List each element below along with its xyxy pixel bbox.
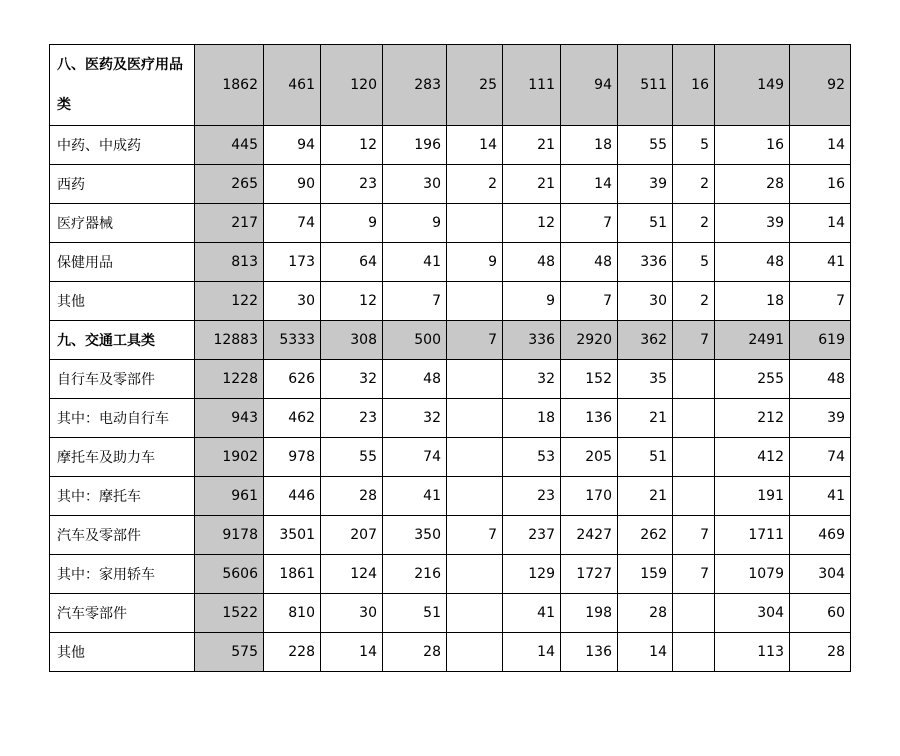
value-cell: 304: [715, 594, 790, 633]
value-cell: 7: [673, 321, 715, 360]
table-body: [50, 45, 851, 672]
value-cell: 461: [264, 45, 321, 126]
value-cell: [447, 360, 503, 399]
table-row: [50, 555, 851, 594]
total-cell: 813: [195, 243, 264, 282]
value-cell: 237: [503, 516, 561, 555]
value-cell: 23: [321, 165, 383, 204]
row-label-text: 九、交通工具类: [57, 333, 155, 349]
value-cell: 1727: [561, 555, 618, 594]
value-cell: [673, 399, 715, 438]
value-cell: 124: [321, 555, 383, 594]
value-cell: 32: [383, 399, 447, 438]
value-cell: 469: [790, 516, 851, 555]
value-cell: 30: [264, 282, 321, 321]
row-label-text: 摩托车及助力车: [57, 450, 155, 466]
row-label: [50, 243, 195, 282]
value-cell: 21: [618, 399, 673, 438]
total-cell: 265: [195, 165, 264, 204]
value-cell: 7: [447, 321, 503, 360]
value-cell: [673, 360, 715, 399]
value-cell: 205: [561, 438, 618, 477]
value-cell: 283: [383, 45, 447, 126]
value-cell: 5: [673, 243, 715, 282]
total-cell: 217: [195, 204, 264, 243]
value-cell: 810: [264, 594, 321, 633]
value-cell: 196: [383, 126, 447, 165]
value-cell: 308: [321, 321, 383, 360]
total-cell: 9178: [195, 516, 264, 555]
value-cell: 60: [790, 594, 851, 633]
value-cell: 619: [790, 321, 851, 360]
category-row: [50, 321, 851, 360]
total-cell: 12883: [195, 321, 264, 360]
table-row: [50, 399, 851, 438]
value-cell: [447, 282, 503, 321]
row-label: [50, 516, 195, 555]
value-cell: 7: [447, 516, 503, 555]
table-row: [50, 126, 851, 165]
value-cell: 446: [264, 477, 321, 516]
value-cell: 136: [561, 633, 618, 672]
value-cell: 198: [561, 594, 618, 633]
value-cell: 16: [673, 45, 715, 126]
value-cell: 500: [383, 321, 447, 360]
value-cell: 173: [264, 243, 321, 282]
value-cell: 7: [790, 282, 851, 321]
value-cell: 212: [715, 399, 790, 438]
value-cell: 39: [618, 165, 673, 204]
value-cell: 21: [618, 477, 673, 516]
value-cell: 191: [715, 477, 790, 516]
value-cell: 41: [383, 477, 447, 516]
value-cell: 28: [321, 477, 383, 516]
value-cell: 336: [618, 243, 673, 282]
value-cell: 48: [790, 360, 851, 399]
value-cell: 41: [790, 243, 851, 282]
value-cell: 228: [264, 633, 321, 672]
value-cell: 30: [383, 165, 447, 204]
value-cell: 412: [715, 438, 790, 477]
value-cell: 7: [561, 282, 618, 321]
value-cell: 21: [503, 165, 561, 204]
value-cell: 28: [618, 594, 673, 633]
value-cell: 304: [790, 555, 851, 594]
category-row: [50, 45, 851, 126]
value-cell: 462: [264, 399, 321, 438]
value-cell: 25: [447, 45, 503, 126]
value-cell: [673, 594, 715, 633]
value-cell: 23: [321, 399, 383, 438]
value-cell: 23: [503, 477, 561, 516]
value-cell: 55: [618, 126, 673, 165]
row-label: [50, 204, 195, 243]
value-cell: 48: [503, 243, 561, 282]
value-cell: 48: [383, 360, 447, 399]
value-cell: 41: [383, 243, 447, 282]
row-label: [50, 477, 195, 516]
value-cell: 30: [321, 594, 383, 633]
value-cell: 111: [503, 45, 561, 126]
value-cell: 5333: [264, 321, 321, 360]
value-cell: 12: [321, 126, 383, 165]
statistics-table: [49, 44, 851, 672]
value-cell: 7: [561, 204, 618, 243]
total-cell: 1228: [195, 360, 264, 399]
value-cell: [673, 438, 715, 477]
value-cell: 14: [618, 633, 673, 672]
table-row: [50, 594, 851, 633]
value-cell: 39: [790, 399, 851, 438]
value-cell: 207: [321, 516, 383, 555]
value-cell: 74: [383, 438, 447, 477]
row-label-text: 保健用品: [57, 255, 113, 271]
value-cell: [673, 633, 715, 672]
row-label: [50, 45, 195, 126]
row-label: [50, 555, 195, 594]
value-cell: 113: [715, 633, 790, 672]
value-cell: 48: [561, 243, 618, 282]
value-cell: 120: [321, 45, 383, 126]
value-cell: 74: [264, 204, 321, 243]
row-label: [50, 126, 195, 165]
value-cell: 14: [503, 633, 561, 672]
value-cell: 14: [790, 126, 851, 165]
value-cell: 7: [673, 555, 715, 594]
value-cell: 28: [715, 165, 790, 204]
value-cell: 74: [790, 438, 851, 477]
row-label-text: 其他: [57, 294, 85, 310]
value-cell: [447, 555, 503, 594]
value-cell: 159: [618, 555, 673, 594]
value-cell: 9: [321, 204, 383, 243]
table-row: [50, 360, 851, 399]
total-cell: 5606: [195, 555, 264, 594]
table-row: [50, 243, 851, 282]
value-cell: 51: [618, 204, 673, 243]
row-label-text: 自行车及零部件: [57, 372, 155, 388]
value-cell: 12: [503, 204, 561, 243]
value-cell: 129: [503, 555, 561, 594]
table-row: [50, 282, 851, 321]
value-cell: [447, 594, 503, 633]
row-label-text: 西药: [57, 177, 85, 193]
table-row: [50, 633, 851, 672]
value-cell: 3501: [264, 516, 321, 555]
row-label: [50, 438, 195, 477]
value-cell: [447, 477, 503, 516]
value-cell: 2920: [561, 321, 618, 360]
row-label: [50, 321, 195, 360]
value-cell: 5: [673, 126, 715, 165]
value-cell: 53: [503, 438, 561, 477]
value-cell: 30: [618, 282, 673, 321]
value-cell: 978: [264, 438, 321, 477]
value-cell: 7: [673, 516, 715, 555]
value-cell: 14: [321, 633, 383, 672]
table-row: [50, 516, 851, 555]
row-label-text: 汽车零部件: [57, 606, 127, 622]
value-cell: 170: [561, 477, 618, 516]
table-row: [50, 438, 851, 477]
value-cell: 511: [618, 45, 673, 126]
value-cell: 51: [383, 594, 447, 633]
value-cell: 18: [715, 282, 790, 321]
value-cell: 35: [618, 360, 673, 399]
value-cell: 2: [673, 204, 715, 243]
value-cell: 21: [503, 126, 561, 165]
row-label-text: 其中：电动自行车: [57, 411, 169, 427]
value-cell: 51: [618, 438, 673, 477]
table-row: [50, 204, 851, 243]
total-cell: 1862: [195, 45, 264, 126]
value-cell: 152: [561, 360, 618, 399]
value-cell: 14: [447, 126, 503, 165]
value-cell: [447, 633, 503, 672]
value-cell: 1861: [264, 555, 321, 594]
value-cell: 7: [383, 282, 447, 321]
value-cell: [447, 399, 503, 438]
value-cell: 18: [561, 126, 618, 165]
value-cell: 2491: [715, 321, 790, 360]
value-cell: [447, 438, 503, 477]
value-cell: 94: [264, 126, 321, 165]
value-cell: 149: [715, 45, 790, 126]
row-label: [50, 399, 195, 438]
value-cell: 136: [561, 399, 618, 438]
value-cell: 9: [503, 282, 561, 321]
value-cell: 2: [447, 165, 503, 204]
row-label: [50, 360, 195, 399]
value-cell: 18: [503, 399, 561, 438]
value-cell: 2: [673, 282, 715, 321]
value-cell: 64: [321, 243, 383, 282]
value-cell: 39: [715, 204, 790, 243]
value-cell: 626: [264, 360, 321, 399]
row-label-text: 汽车及零部件: [57, 528, 141, 544]
table-row: [50, 165, 851, 204]
value-cell: [673, 477, 715, 516]
value-cell: 28: [383, 633, 447, 672]
row-label: [50, 165, 195, 204]
value-cell: 94: [561, 45, 618, 126]
value-cell: 92: [790, 45, 851, 126]
total-cell: 961: [195, 477, 264, 516]
value-cell: 55: [321, 438, 383, 477]
value-cell: 9: [447, 243, 503, 282]
value-cell: 2427: [561, 516, 618, 555]
table-row: [50, 477, 851, 516]
value-cell: 41: [503, 594, 561, 633]
value-cell: 32: [503, 360, 561, 399]
value-cell: 1079: [715, 555, 790, 594]
row-label: [50, 633, 195, 672]
value-cell: 16: [790, 165, 851, 204]
value-cell: 336: [503, 321, 561, 360]
value-cell: 14: [561, 165, 618, 204]
total-cell: 1522: [195, 594, 264, 633]
value-cell: 350: [383, 516, 447, 555]
row-label-text: 八、医药及医疗用品类: [57, 57, 183, 113]
row-label: [50, 594, 195, 633]
value-cell: 9: [383, 204, 447, 243]
row-label-text: 医疗器械: [57, 216, 113, 232]
row-label-text: 其中：摩托车: [57, 489, 141, 505]
total-cell: 575: [195, 633, 264, 672]
total-cell: 943: [195, 399, 264, 438]
row-label-text: 其中：家用轿车: [57, 567, 155, 583]
value-cell: 16: [715, 126, 790, 165]
value-cell: 362: [618, 321, 673, 360]
row-label-text: 其他: [57, 645, 85, 661]
total-cell: 1902: [195, 438, 264, 477]
value-cell: 48: [715, 243, 790, 282]
total-cell: 122: [195, 282, 264, 321]
value-cell: 90: [264, 165, 321, 204]
value-cell: [447, 204, 503, 243]
value-cell: 2: [673, 165, 715, 204]
value-cell: 255: [715, 360, 790, 399]
total-cell: 445: [195, 126, 264, 165]
value-cell: 1711: [715, 516, 790, 555]
value-cell: 32: [321, 360, 383, 399]
value-cell: 12: [321, 282, 383, 321]
value-cell: 216: [383, 555, 447, 594]
value-cell: 14: [790, 204, 851, 243]
value-cell: 28: [790, 633, 851, 672]
value-cell: 41: [790, 477, 851, 516]
row-label-text: 中药、中成药: [57, 138, 141, 154]
value-cell: 262: [618, 516, 673, 555]
row-label: [50, 282, 195, 321]
